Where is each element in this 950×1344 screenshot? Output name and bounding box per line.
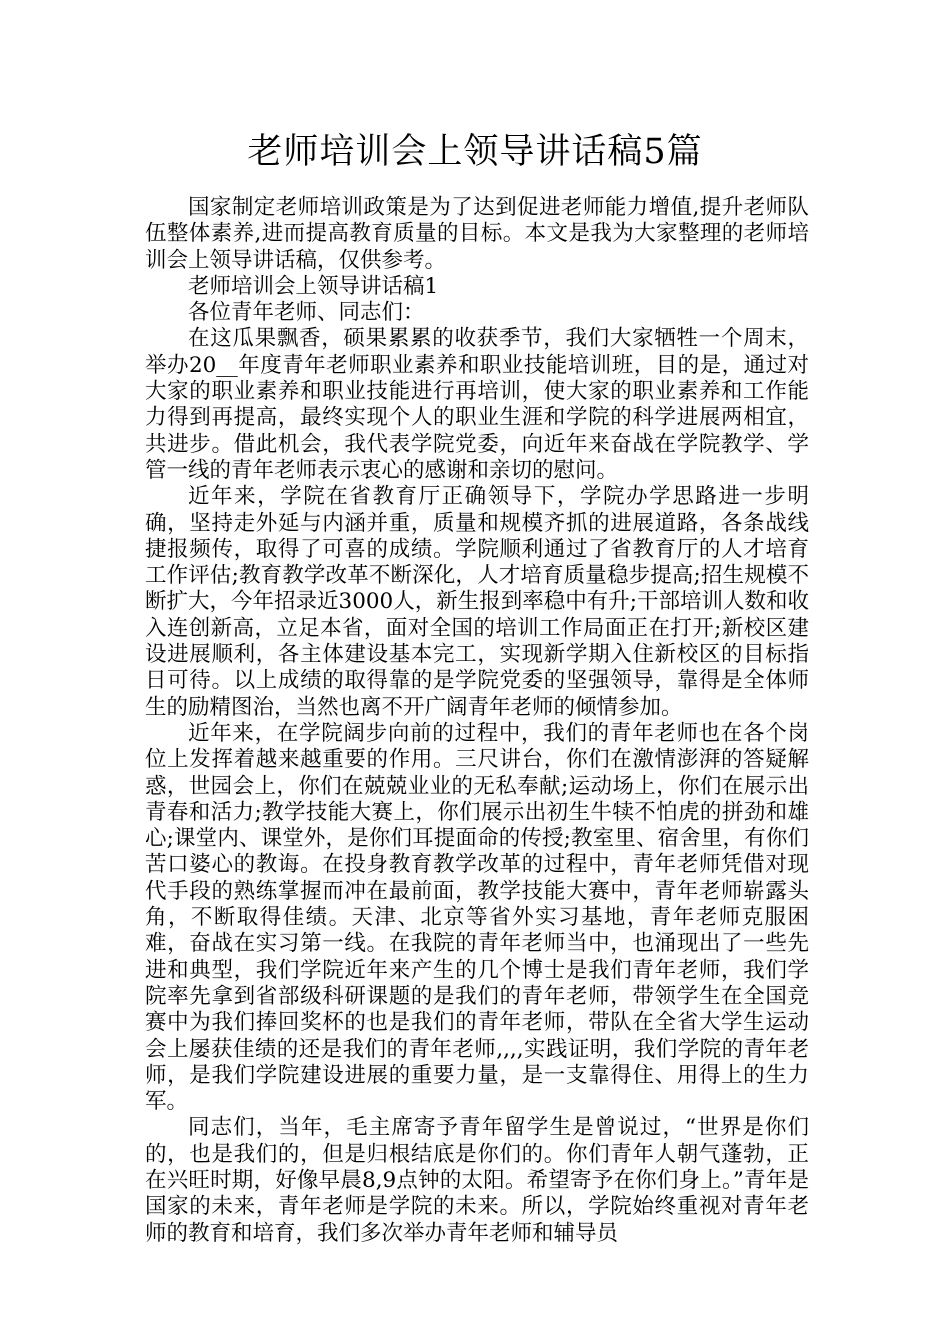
section-heading: 老师培训会上领导讲话稿1 <box>188 273 439 299</box>
document-body <box>145 195 809 1247</box>
body-paragraph: 在这瓜果飘香，硕果累累的收获季节，我们大家牺牲一个周末，举办20__年度青年老师职业素养和职业技能培训班，目的是，通过对大家的职业素养和职业技能进行再培训，使大家的职业素养和工作能力得到再提高，最终实现个人的职业生涯和学院的科学进展两相宜，共进步。借此机会，我代表学院党委，向近年来奋战在学院教学、学管一线的青年老师表示衷心的感谢和亲切的慰问。 <box>145 326 809 483</box>
body-paragraph: 近年来，在学院阔步向前的过程中，我们的青年老师也在各个岗位上发挥着越来越重要的作用。三尺讲台，你们在激情澎湃的答疑解惑，世园会上，你们在兢兢业业的无私奉献;运动场上，你们在展示出青春和活力;教学技能大赛上，你们展示出初生牛犊不怕虎的拼劲和雄心;课堂内、课堂外，是你们耳提面命的传授;教室里、宿舍里，有你们苦口婆心的教诲。在投身教育教学改革的过程中，青年老师凭借对现代手段的熟练掌握而冲在最前面，教学技能大赛中，青年老师崭露头角，不断取得佳绩。天津、北京等省外实习基地，青年老师克服困难，奋战在实习第一线。在我院的青年老师当中，也涌现出了一些先进和典型，我们学院近年来产生的几个博士是我们青年老师，我们学院率先拿到省部级科研课题的是我们的青年老师，带领学生在全国竞赛中为我们捧回奖杯的也是我们的青年老师，带队在全省大学生运动会上屡获佳绩的还是我们的青年老师,,,,实践证明，我们学院的青年老师，是我们学院建设进展的重要力量，是一支靠得住、用得上的生力军。 <box>145 720 809 1115</box>
intro-paragraph: 国家制定老师培训政策是为了达到促进老师能力增值,提升老师队伍整体素养,进而提高教育质量的目标。本文是我为大家整理的老师培训会上领导讲话稿，仅供参考。 <box>145 195 809 273</box>
salutation: 各位青年老师、同志们： <box>188 300 425 326</box>
body-paragraph: 同志们，当年，毛主席寄予青年留学生是曾说过，“世界是你们的，也是我们的，但是归根结底是你们的。你们青年人朝气蓬勃，正在兴旺时期，好像早晨8,9点钟的太阳。希望寄予在你们身上。”青年是国家的未来，青年老师是学院的未来。所以，学院始终重视对青年老师的教育和培育，我们多次举办青年老师和辅导员 <box>145 1115 809 1246</box>
document-title: 老师培训会上领导讲话稿5篇 <box>247 132 703 172</box>
body-paragraph: 近年来，学院在省教育厅正确领导下，学院办学思路进一步明确，坚持走外延与内涵并重，质量和规模齐抓的进展道路，各条战线捷报频传，取得了可喜的成绩。学院顺利通过了省教育厅的人才培育工作评估;教育教学改革不断深化，人才培育质量稳步提高;招生规模不断扩大，今年招录近3000人，新生报到率稳中有升;干部培训人数和收入连创新高，立足本省，面对全国的培训工作局面正在打开;新校区建设进展顺利，各主体建设基本完工，实现新学期入住新校区的目标指日可待。以上成绩的取得靠的是学院党委的坚强领导，靠得是全体师生的励精图治，当然也离不开广阔青年老师的倾情参加。 <box>145 484 809 720</box>
